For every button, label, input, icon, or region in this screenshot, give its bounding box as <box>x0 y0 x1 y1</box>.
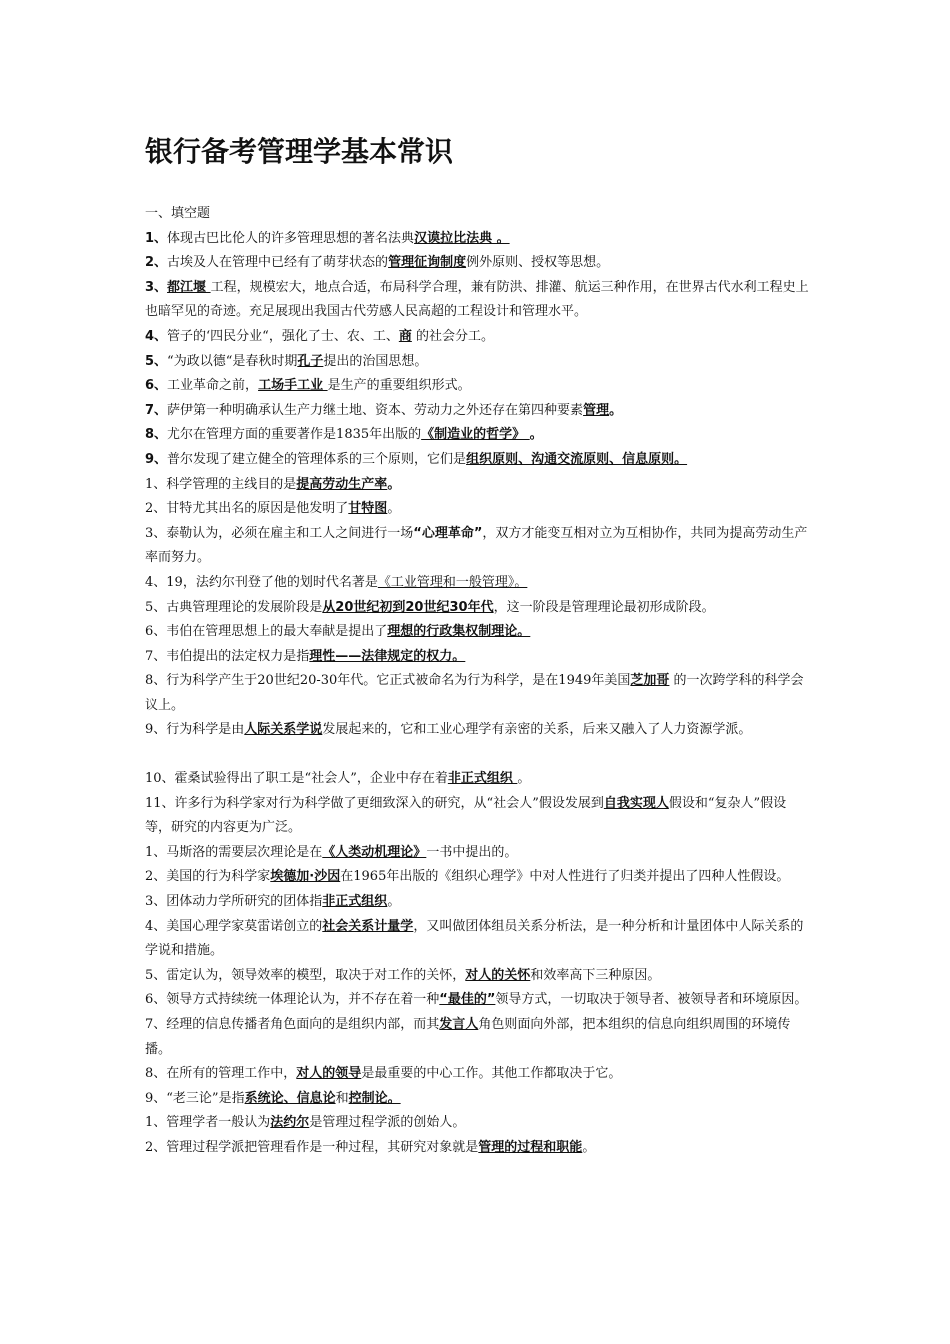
question-item <box>145 841 810 866</box>
question-text: 领导方式持续统一体理论认为，并不存在着一种 <box>166 992 440 1008</box>
question-number: 5、 <box>145 967 167 983</box>
question-number: 4、 <box>145 574 167 590</box>
question-text: 体现古巴比伦人的许多管理思想的著名法典 <box>167 230 415 246</box>
question-text: 普尔发现了建立健全的管理体系的三个原则，它们是 <box>167 451 467 467</box>
question-number: 1、 <box>145 476 167 492</box>
question-item <box>145 890 810 915</box>
question-text-bold: 。 <box>387 476 401 492</box>
question-number: 8、 <box>145 673 167 689</box>
question-item <box>145 1013 810 1062</box>
answer-blank: 从20世纪初到20世纪30年代 <box>322 599 494 615</box>
question-text: 管子的‘四民分业“，强化了士、农、工、 <box>167 328 399 344</box>
question-text: 例外原则、授权等思想。 <box>466 255 610 271</box>
question-number: 11、 <box>145 795 175 811</box>
question-text: ，这一阶段是管理理论最初形成阶段。 <box>493 599 715 615</box>
question-text: 。 <box>582 1139 596 1155</box>
question-number: 7、 <box>145 648 167 664</box>
answer-blank: 汉谟拉比法典 。 <box>414 230 510 246</box>
question-text: 霍桑试验得出了职工是“社会人”，企业中存在着 <box>174 771 448 787</box>
question-text: 马斯洛的需要层次理论是在 <box>166 844 323 860</box>
answer-blank: 组织原则、沟通交流原则、信息原则。 <box>466 451 688 467</box>
question-number: 2、 <box>145 501 167 517</box>
question-number: 2、 <box>145 255 168 271</box>
question-text: 角色则面向外部，把本组织的信息向组织周围的环境传播。 <box>145 1017 791 1057</box>
question-number: 5、 <box>145 353 168 369</box>
question-text: 尤尔在管理方面的重要著作是1835年出版的 <box>167 427 422 443</box>
answer-blank: 管理 <box>583 402 610 418</box>
question-number: 4、 <box>145 328 168 344</box>
answer-blank: 对人的关怀 <box>465 967 531 983</box>
question-number: 2、 <box>145 1139 167 1155</box>
answer-blank: 系统论、信息论 <box>244 1090 336 1106</box>
question-item <box>145 792 810 841</box>
question-text: 科学管理的主线目的是 <box>166 476 297 492</box>
question-item <box>145 669 810 718</box>
question-text: 发展起来的，它和工业心理学有亲密的关系，后来又融入了人力资源学派。 <box>322 722 752 738</box>
question-text: 美国的行为科学家 <box>166 869 271 885</box>
answer-blank: 法约尔 <box>270 1115 310 1131</box>
answer-blank: 提高劳动生产率 <box>296 476 388 492</box>
answer-blank: 人际关系学说 <box>244 722 323 738</box>
question-number: 1、 <box>145 230 168 246</box>
question-text: 在所有的管理工作中， <box>166 1066 297 1082</box>
question-item <box>145 571 810 596</box>
answer-blank: 甘特图 <box>348 501 388 517</box>
question-item <box>145 767 810 792</box>
question-item <box>145 645 810 670</box>
answer-blank: 社会关系计量学 <box>322 918 414 934</box>
question-number: 8、 <box>145 1066 167 1082</box>
question-item <box>145 964 810 989</box>
question-text: 甘特尤其出名的原因是他发明了 <box>166 501 349 517</box>
question-item <box>145 1062 810 1087</box>
question-text: 的社会分工。 <box>411 328 494 344</box>
question-text: 泰勒认为，必须在雇主和工人之间进行一场 <box>166 525 414 541</box>
question-item <box>145 276 810 325</box>
question-number: 2、 <box>145 869 167 885</box>
answer-blank: 工场手工业 <box>258 378 328 394</box>
question-item <box>145 497 810 522</box>
question-item <box>145 596 810 621</box>
question-text: 许多行为科学家对行为科学做了更细致深入的研究，从“社会人”假设发展到 <box>174 795 604 811</box>
answer-blank: 非正式组织 <box>322 894 388 910</box>
answer-blank: 控制论。 <box>348 1090 401 1106</box>
question-number: 10、 <box>145 771 175 787</box>
answer-blank: 埃德加·沙因 <box>270 869 341 885</box>
question-text: 工程，规模宏大，地点合适，布局科学合理，兼有防洪、排灌、航运三种作用，在世界古代水利工程史上也暗罕见的奇迹。充足展现出我国古代劳感人民高超的工程设计和管理水平。 <box>145 279 809 320</box>
question-text: 雷定认为，领导效率的模型，取决于对工作的关怀， <box>166 967 466 983</box>
question-number: 6、 <box>145 624 167 640</box>
question-text: 是管理过程学派的创始人。 <box>309 1115 466 1131</box>
question-number: 5、 <box>145 599 167 615</box>
answer-blank: 非正式组织 <box>447 771 518 787</box>
question-item <box>145 374 810 399</box>
question-text: 古典管理理论的发展阶段是 <box>166 599 323 615</box>
question-number: 6、 <box>145 378 168 394</box>
question-text: 管理过程学派把管理看作是一种过程，其研究对象就是 <box>166 1139 479 1155</box>
question-item <box>145 325 810 350</box>
section-heading: 一、填空题 <box>145 206 211 221</box>
question-number: 3、 <box>145 525 167 541</box>
question-text: 一书中提出的。 <box>426 844 518 860</box>
question-text: 19，法约尔刊登了他的划时代名著是 <box>166 574 378 590</box>
question-number: 7、 <box>145 1017 167 1032</box>
question-number: 3、 <box>145 279 168 295</box>
answer-blank: 《制造业的哲学》 <box>421 427 530 443</box>
answer-blank: 孔子 <box>297 353 324 369</box>
question-number: 3、 <box>145 894 167 910</box>
answer-blank: 对人的领导 <box>296 1066 362 1082</box>
document-title: 银行备考管理学基本常识 <box>145 135 454 168</box>
question-number: 1、 <box>145 1115 167 1131</box>
question-item <box>145 227 810 252</box>
question-item <box>145 448 810 473</box>
question-text: 管理学者一般认为 <box>166 1115 271 1131</box>
question-number: 8、 <box>145 427 168 443</box>
question-item <box>145 1136 810 1161</box>
question-text: 韦伯提出的法定权力是指 <box>166 648 310 664</box>
question-item <box>145 473 810 498</box>
question-item <box>145 522 810 571</box>
question-number: 4、 <box>145 918 167 934</box>
answer-blank: 发言人 <box>439 1017 479 1032</box>
question-text: 。 <box>387 894 401 910</box>
document-page <box>145 132 810 1161</box>
question-number: 6、 <box>145 992 167 1008</box>
answer-blank: 《人类动机理论》 <box>322 844 427 860</box>
question-number: 7、 <box>145 402 168 418</box>
question-text: 和 <box>335 1090 349 1106</box>
question-number: 9、 <box>145 1090 167 1106</box>
answer-blank: 自我实现人 <box>603 795 669 811</box>
answer-blank: 《工业管理和一般管理》。 <box>377 574 528 590</box>
question-text-bold: “心理革命” <box>413 525 483 541</box>
question-item <box>145 423 810 448</box>
answer-blank: 管理征询制度 <box>388 255 467 271</box>
question-text: 提出的治国思想。 <box>323 353 428 369</box>
question-text: 是生产的重要组织形式。 <box>327 378 471 394</box>
question-item <box>145 1111 810 1136</box>
question-text: 工业革命之前， <box>167 378 259 394</box>
question-text: 。 <box>517 771 531 787</box>
answer-blank: 芝加哥 <box>630 673 670 689</box>
answer-blank: 都江堰 <box>167 279 211 295</box>
question-item <box>145 915 810 964</box>
question-text: 领导方式，一切取决于领导者、被领导者和环境原因。 <box>495 992 808 1008</box>
answer-blank: “最佳的” <box>439 992 496 1008</box>
question-item <box>145 399 810 424</box>
question-item <box>145 1087 810 1112</box>
question-item <box>145 718 810 743</box>
question-text: “为政以德“是春秋时期 <box>167 353 298 369</box>
question-text: 是最重要的中心工作。其他工作都取决于它。 <box>361 1066 622 1082</box>
question-text: 美国心理学家莫雷诺创立的 <box>166 918 323 934</box>
answer-blank: 商 <box>398 328 412 344</box>
blank-line <box>145 743 810 767</box>
answer-blank: 管理的过程和职能 <box>478 1139 583 1155</box>
question-text: 和效率高下三种原因。 <box>530 967 661 983</box>
question-text: 假设和“复杂人”假设等，研究的内容更为广泛。 <box>145 795 787 836</box>
question-text: 经理的信息传播者角色面向的是组织内部，而其 <box>166 1017 440 1032</box>
question-text: 的一次跨学科的科学会议上。 <box>145 673 804 713</box>
question-item <box>145 620 810 645</box>
question-item <box>145 251 810 276</box>
question-text: 萨伊第一种明确承认生产力继土地、资本、劳动力之外还存在第四种要素 <box>167 402 584 418</box>
question-text: 。 <box>387 501 401 517</box>
question-text-bold: 。 <box>529 427 543 443</box>
question-text: 行为科学产生于20世纪20-30年代。它正式被命名为行为科学，是在1949年美国 <box>166 673 631 689</box>
question-item <box>145 988 810 1013</box>
question-text: 行为科学是由 <box>166 722 245 738</box>
question-number: 1、 <box>145 844 167 860</box>
answer-blank: 理性——法律规定的权力。 <box>309 648 466 664</box>
question-list <box>145 227 810 1161</box>
question-number: 9、 <box>145 451 168 467</box>
question-item <box>145 865 810 890</box>
question-text: ，双方才能变互相对立为互相协作，共同为提高劳动生产率而努力。 <box>145 525 808 566</box>
answer-blank: 理想的行政集权制理论。 <box>387 624 531 640</box>
question-number: 9、 <box>145 722 167 738</box>
question-text: “老三论”是指 <box>166 1090 245 1106</box>
question-text: 韦伯在管理思想上的最大奉献是提出了 <box>166 624 388 640</box>
question-text: ，又叫做团体组员关系分析法，是一种分析和计量团体中人际关系的学说和措施。 <box>145 918 804 959</box>
question-text: 在1965年出版的《组织心理学》中对人性进行了归类并提出了四种人性假设。 <box>340 869 790 885</box>
question-text: 团体动力学所研究的团体指 <box>166 894 323 910</box>
question-text: 古埃及人在管理中已经有了萌芽状态的 <box>167 255 389 271</box>
question-text-bold: 。 <box>609 402 623 418</box>
question-item <box>145 350 810 375</box>
